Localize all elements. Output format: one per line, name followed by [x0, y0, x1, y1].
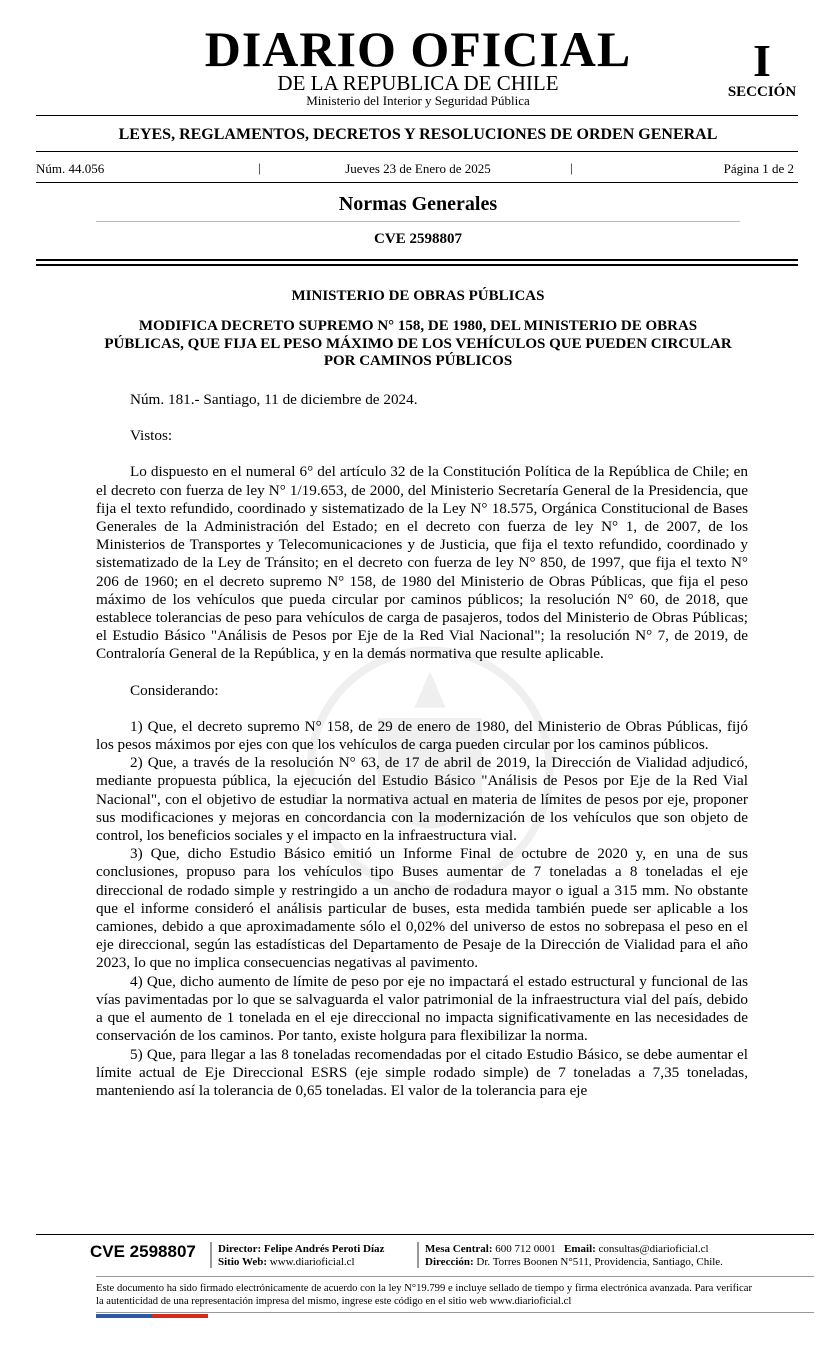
- document-ministry: MINISTERIO DE OBRAS PÚBLICAS: [291, 288, 545, 304]
- flag-stripe-red: [152, 1314, 208, 1318]
- section-label: SECCIÓN: [727, 84, 797, 100]
- section-number: I: [753, 35, 771, 86]
- category-heading: Normas Generales: [338, 193, 498, 215]
- flag-stripe-blue: [96, 1314, 152, 1318]
- considerando-item: 5) Que, para llegar a las 8 toneladas recomendadas por el citado Estudio Básico, se debe aumentar el límite actual de Eje Direccional ESRS (eje simple rodado simple) de 7 toneladas a 7,35 toneladas, manteniendo así la tolerancia de 0,65 toneladas. El valor de la tolerancia para eje: [96, 1045, 748, 1099]
- vistos-paragraph: Lo dispuesto en el numeral 6° del artículo 32 de la Constitución Política de la República de Chile; en el decreto con fuerza de ley N° 1/19.653, de 2000, del Ministerio Secretaría General de la Presidencia, que fija el texto refundido, coordinado y sistematizado de la Ley N° 18.575, Orgánica Constitucional de Bases Generales de la Administración del Estado; en el decreto con fuerza de ley N° 1, de 2007, de los Ministerios de Transportes y Telecomunicaciones y de Justicia, que fija el texto refundido, coordinado y sistematizado de la Ley de Tránsito; en el decreto con fuerza de ley N° 850, de 1997, que fija el texto N° 206 de 1960; en el decreto supremo N° 158, de 1980 del Ministerio de Obras Públicas, que fija el peso máximo de los vehículos que pueda circular por caminos públicos; la resolución N° 60, de 2018, que establece tolerancias de peso para vehículos de carga de pasajeros, todos del Ministerio de Obras Públicas; el Estudio Básico "Análisis de Pesos por Eje de la Red Vial Nacional"; la resolución N° 7, de 2019, de Contraloría General de la República, y en la demás normativa que resulte aplicable.: [96, 463, 748, 663]
- masthead-subtitle: DE LA REPUBLICA DE CHILE: [277, 71, 559, 95]
- footer-divider: [96, 1276, 814, 1277]
- date-divider: [36, 182, 798, 183]
- footer-divider: [36, 1234, 814, 1235]
- cve-code: CVE 2598807: [374, 231, 462, 247]
- website-link[interactable]: www.diarioficial.cl: [269, 1256, 355, 1268]
- separator: |: [258, 160, 261, 175]
- vistos-heading: Vistos:: [130, 427, 173, 445]
- body-text: [96, 391, 748, 1100]
- header-double-rule: [36, 264, 798, 266]
- email-link[interactable]: consultas@diarioficial.cl: [598, 1243, 709, 1255]
- considerando-item: 3) Que, dicho Estudio Básico emitió un Informe Final de octubre de 2020 y, en una de sus conclusiones, propuso para los vehículos tipo Buses aumentar de 7 toneladas a 8 toneladas el eje direccional de rodado simple y restringido a un ancho de rodadura mayor o igual a 315 mm. No obstante que el informe consideró el análisis particular de buses, esta medida también puede ser aplicable a los camiones, debido a que aproximadamente sólo el 0,02% del universo de estos no sobrepasa el peso en el eje direccional, según las estadísticas del Departamento de Pesaje de la Dirección de Vialidad para el año 2023, lo que no implica consecuencias negativas al pavimento.: [96, 845, 748, 972]
- footer-column-divider: [210, 1242, 212, 1268]
- issue-date: Jueves 23 de Enero de 2025: [345, 161, 491, 176]
- considerando-item: 1) Que, el decreto supremo N° 158, de 29 de enero de 1980, del Ministerio de Obras Públicas, fijó los pesos máximos por ejes con que los vehículos de carga pueden circular por los caminos públicos.: [96, 717, 748, 754]
- considerando-item: 4) Que, dicho aumento de límite de peso por eje no impactará el estado estructural y funcional de las vías pavimentadas por lo que se salvaguarda el valor patrimonial de la infraestructura vial del país, debido a que el aumento de 1 tonelada en el eje direccional no impacta significativamente en las necesidades de conservación de los caminos. Por tanto, existe holgura para flexibilizar la norma.: [96, 972, 748, 1045]
- masthead-title: DIARIO OFICIAL: [204, 21, 632, 77]
- header-double-rule: [36, 259, 798, 261]
- considerando-item: 2) Que, a través de la resolución N° 63, de 17 de abril de 2019, la Dirección de Vialidad adjudicó, mediante propuesta pública, la ejecución del Estudio Básico "Análisis de Pesos por Eje de la Red Vial Nacional", con el objetivo de estudiar la normativa actual en materia de límites de pesos por eje, proponer sus modificaciones y mejoras en concordancia con la modernización de los vehículos que son objeto de control, los beneficios sociales y el impacto en la infraestructura vial.: [96, 754, 748, 845]
- category-divider: [96, 221, 740, 222]
- footer-column-divider: [417, 1242, 419, 1268]
- issue-number: Núm. 44.056: [36, 161, 105, 176]
- footer-phone: Mesa Central: 600 712 0001 Email: consultas@diarioficial.cl: [425, 1243, 709, 1255]
- footer-cve: CVE 2598807: [90, 1242, 196, 1261]
- legal-notice: Este documento ha sido firmado electrónicamente de acuerdo con la ley N°19.799 e incluye sellado de tiempo y firma electrónica avanzada. Para verificar la autenticidad de una representación impresa del mismo, ingrese este código en el sitio web www.diarioficial.cl: [96, 1283, 752, 1307]
- document-title: MODIFICA DECRETO SUPREMO N° 158, DE 1980, DEL MINISTERIO DE OBRAS PÚBLICAS, QUE FIJA EL PESO MÁXIMO DE LOS VEHÍCULOS QUE PUEDEN CIRCULAR POR CAMINOS PÚBLICOS: [104, 318, 732, 369]
- separator: |: [570, 160, 573, 175]
- footer-website: Sitio Web: www.diarioficial.cl: [218, 1256, 355, 1268]
- number-line: Núm. 181.- Santiago, 11 de diciembre de 2024.: [130, 391, 418, 408]
- footer-address: Dirección: Dr. Torres Boonen N°511, Providencia, Santiago, Chile.: [425, 1256, 723, 1268]
- masthead-ministry: Ministerio del Interior y Seguridad Pública: [306, 93, 530, 108]
- banner-divider: [36, 151, 798, 152]
- page-indicator: Página 1 de 2: [723, 161, 794, 176]
- masthead-divider: [36, 115, 798, 116]
- footer-divider: [96, 1312, 814, 1313]
- banner: LEYES, REGLAMENTOS, DECRETOS Y RESOLUCIONES DE ORDEN GENERAL: [118, 126, 718, 143]
- footer-director: Director: Felipe Andrés Peroti Díaz: [218, 1243, 385, 1255]
- considerando-heading: Considerando:: [130, 681, 219, 699]
